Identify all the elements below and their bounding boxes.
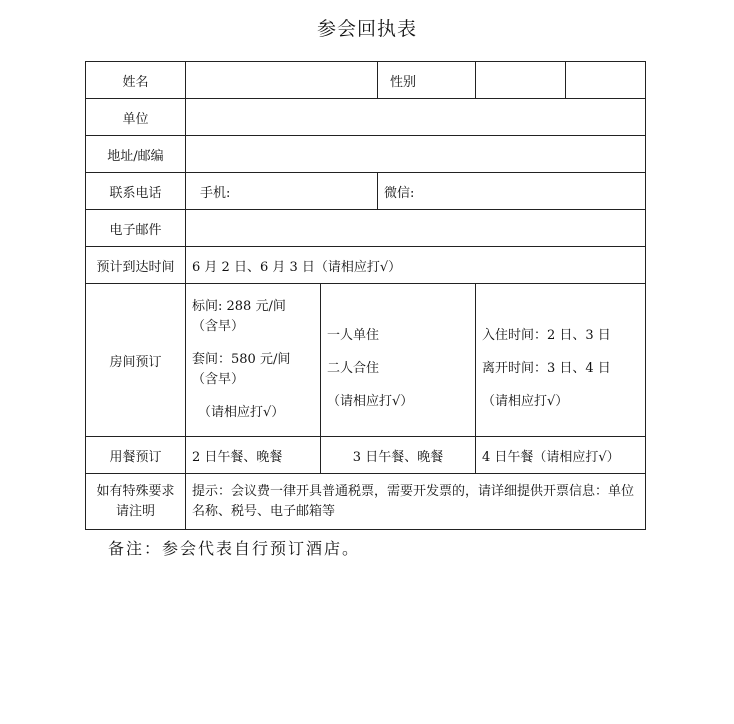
meal-day4[interactable]: 4 日午餐（请相应打√） — [476, 437, 646, 474]
room-suite-breakfast: （含早） — [192, 372, 245, 387]
gender-label: 性别 — [378, 62, 476, 99]
occupancy-cell[interactable] — [321, 284, 476, 437]
special-label-line1: 如有特殊要求 — [96, 483, 175, 499]
extra-field[interactable] — [566, 62, 646, 99]
gender-field[interactable] — [476, 62, 566, 99]
address-field[interactable] — [186, 136, 646, 173]
address-label: 地址/邮编 — [86, 136, 186, 173]
room-tick-hint: （请相应打√） — [198, 405, 285, 420]
occupancy-tick-hint: （请相应打√） — [327, 394, 414, 409]
footnote: 备注：参会代表自行预订酒店。 — [108, 539, 361, 558]
room-label: 房间预订 — [86, 284, 186, 437]
room-type-cell[interactable] — [186, 284, 321, 437]
meal-day2[interactable]: 2 日午餐、晚餐 — [186, 437, 321, 474]
org-field[interactable] — [186, 99, 646, 136]
phone-label: 联系电话 — [86, 173, 186, 210]
registration-form-table — [85, 61, 646, 530]
room-suite-price: 套间：580 元/间 — [192, 352, 291, 367]
room-standard-breakfast: （含早） — [192, 319, 245, 334]
wechat-field[interactable]: 微信: — [378, 173, 646, 210]
email-field[interactable] — [186, 210, 646, 247]
arrival-value[interactable]: 6 月 2 日、6 月 3 日（请相应打√） — [186, 247, 646, 284]
org-label: 单位 — [86, 99, 186, 136]
special-request-label — [86, 474, 186, 530]
name-label: 姓名 — [86, 62, 186, 99]
arrival-label: 预计到达时间 — [86, 247, 186, 284]
form-title: 参会回执表 — [316, 18, 417, 40]
name-field[interactable] — [186, 62, 378, 99]
room-standard-price: 标间: 288 元/间 — [192, 299, 286, 314]
checkin-dates: 入住时间：2 日、3 日 — [482, 328, 611, 343]
special-label-line2: 请注明 — [115, 503, 155, 519]
invoice-hint[interactable]: 提示：会议费一律开具普通税票，需要开发票的，请详细提供开票信息：单位名称、税号、电子邮箱等 — [186, 474, 646, 530]
checkin-cell[interactable] — [476, 284, 646, 437]
mobile-field[interactable]: 手机: — [186, 173, 378, 210]
checkout-dates: 离开时间：3 日、4 日 — [482, 361, 611, 376]
meal-label: 用餐预订 — [86, 437, 186, 474]
email-label: 电子邮件 — [86, 210, 186, 247]
meal-day3[interactable]: 3 日午餐、晚餐 — [321, 437, 476, 474]
checkinout-tick-hint: （请相应打√） — [482, 394, 569, 409]
occupancy-single: 一人单住 — [327, 328, 380, 343]
occupancy-double: 二人合住 — [327, 361, 380, 376]
